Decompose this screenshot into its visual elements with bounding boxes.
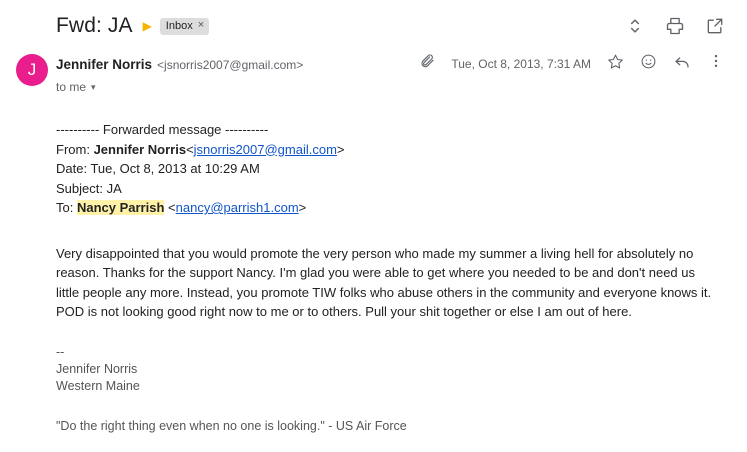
sender-name[interactable]: Jennifer Norris [56, 57, 153, 72]
message-meta-actions [407, 52, 725, 75]
paperclip-icon [419, 53, 435, 74]
forwarded-to-label: To: [56, 200, 74, 215]
star-outline-icon[interactable] [607, 53, 624, 75]
signature-block [56, 344, 725, 395]
recipient-text: to me [56, 80, 87, 94]
label-chip-inbox[interactable] [160, 18, 209, 35]
signature-name: Jennifer Norris [56, 361, 138, 376]
signature-region: Western Maine [56, 378, 140, 393]
forwarded-header [56, 120, 725, 218]
message-body [0, 94, 747, 436]
label-caret-icon: ▶ [142, 19, 152, 33]
signature-quote: "Do the right thing even when no one is looking." - US Air Force [56, 418, 407, 433]
avatar: J [16, 54, 48, 86]
reply-arrow-icon[interactable] [673, 52, 691, 75]
forwarded-from-name: Jennifer Norris [93, 141, 187, 157]
angle-close: > [336, 141, 345, 157]
forwarded-date-value: Tue, Oct 8, 2013 at 10:29 AM [90, 161, 260, 176]
sender-block [0, 38, 747, 94]
angle-open-2: < [168, 200, 176, 215]
angle-close-2: > [298, 200, 307, 215]
header-actions [625, 16, 725, 36]
forwarded-date-line [56, 159, 725, 179]
forwarded-from-line [56, 140, 725, 160]
recipient-line[interactable] [56, 80, 725, 94]
forwarded-divider: ---------- Forwarded message ---------- [56, 122, 269, 137]
signature-dashes: -- [56, 344, 65, 359]
highlighted-recipient-name: Nancy Parrish [76, 200, 165, 215]
forwarded-from-email-link[interactable]: jsnorris2007@gmail.com [193, 141, 337, 157]
chevron-down-icon[interactable]: ▾ [91, 81, 96, 92]
print-icon[interactable] [665, 16, 685, 36]
forwarded-subject-label: Subject: [56, 180, 103, 196]
angle-open: < [186, 141, 194, 157]
forwarded-date-label: Date: [56, 161, 88, 176]
smiley-outline-icon[interactable] [640, 53, 657, 75]
sender-line [56, 52, 725, 75]
sender-details [56, 52, 725, 94]
expand-collapse-icon[interactable] [625, 16, 645, 36]
open-in-new-window-icon[interactable] [705, 16, 725, 36]
forwarded-subject-value: JA [106, 180, 122, 196]
forwarded-to-line [56, 198, 725, 218]
message-date: Tue, Oct 8, 2013, 7:31 AM [451, 56, 591, 71]
page-title: Fwd: JA [56, 14, 133, 37]
more-vertical-icon[interactable] [707, 52, 725, 75]
label-chip-text: Inbox [165, 19, 193, 32]
forwarded-to-email-link[interactable]: nancy@parrish1.com [175, 200, 299, 215]
close-icon[interactable]: × [197, 19, 205, 31]
forwarded-subject-line [56, 179, 725, 199]
sender-email: <jsnorris2007@gmail.com> [157, 58, 304, 72]
subject-row [0, 0, 747, 38]
message-paragraph: Very disappointed that you would promote the very person who made my summer a living hell for absolutely no reason. Thanks for the support Nancy. I'm glad you were able to get where you needed to be and don't need us little people any more. Instead, you promote TIW folks who abuse others in the community and everyone knows it. POD is not looking good right now to me or to others. Pull your shit together or else I am out of here. [56, 245, 712, 319]
forwarded-from-label: From: [56, 141, 90, 157]
